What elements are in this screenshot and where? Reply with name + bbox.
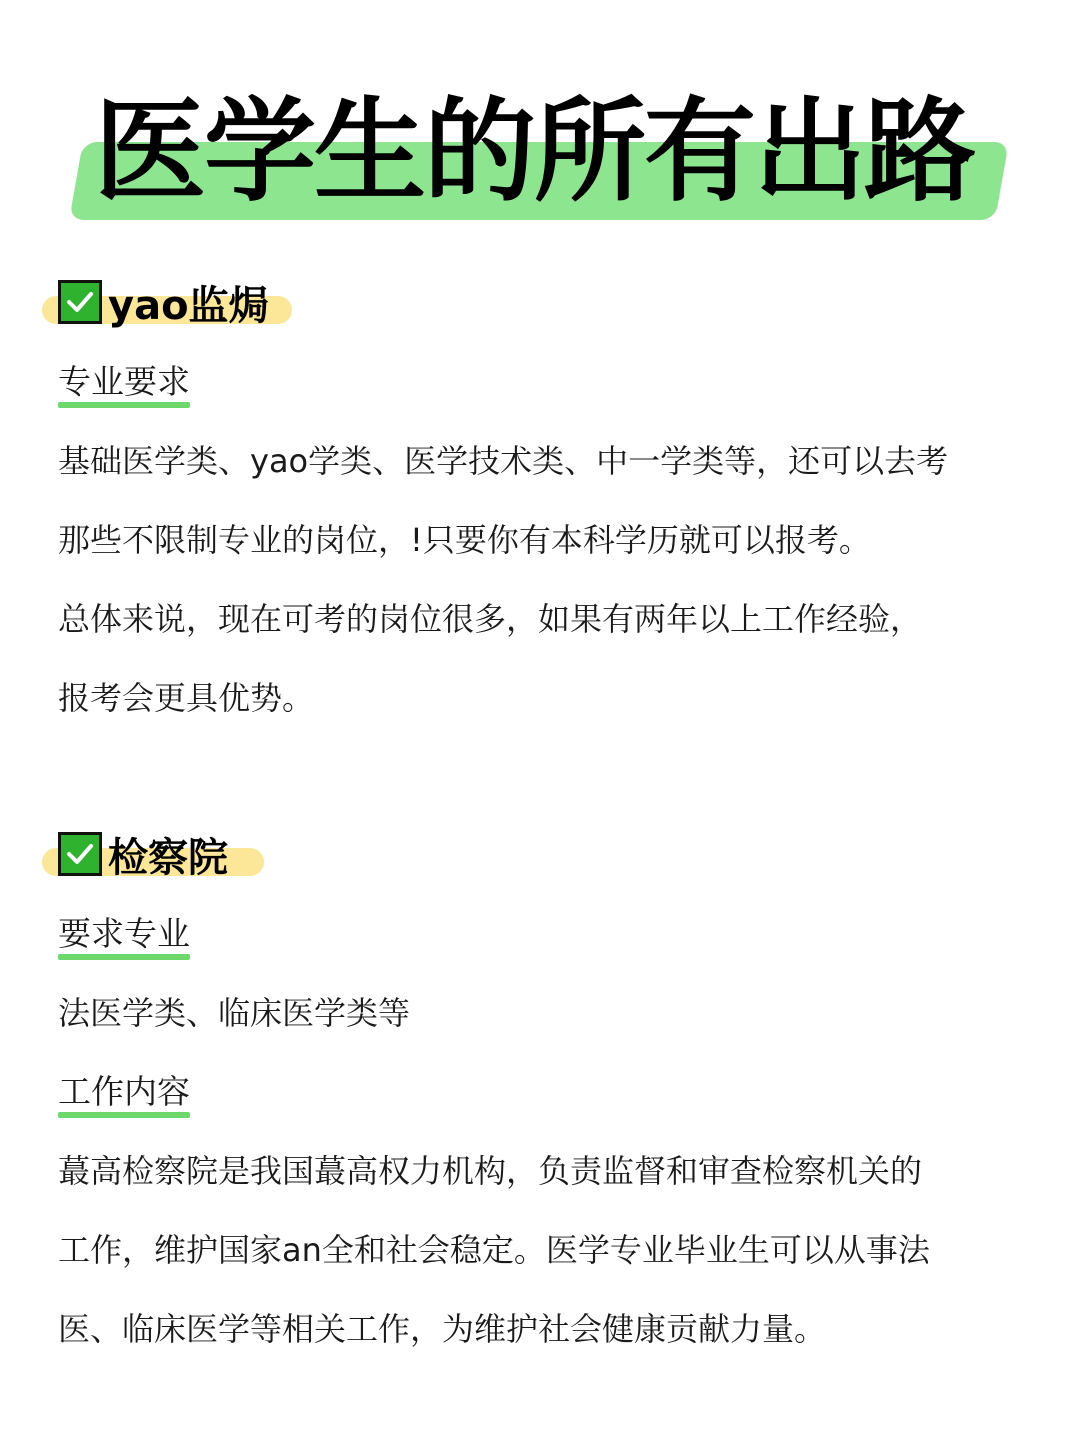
paragraph-line: 医、临床医学等相关工作，为维护社会健康贡献力量。 [58, 1310, 827, 1348]
page-title: 医学生的所有出路 [94, 87, 974, 217]
paragraph-line: 蕞高检察院是我国蕞高权力机构，负责监督和审查检察机关的 [58, 1152, 923, 1190]
subsection-label-text: 专业要求 [58, 362, 190, 401]
page-title-block [72, 87, 1002, 227]
subsection-label [58, 1072, 190, 1112]
paragraph-line: 那些不限制专业的岗位，!只要你有本科学历就可以报考。 [58, 521, 871, 559]
paragraph [58, 422, 1028, 738]
paragraph-line: 工作，维护国家an全和社会稳定。医学专业毕业生可以从事法 [58, 1231, 930, 1269]
paragraph-line: 基础医学类、yao学类、医学技术类、中一学类等，还可以去考 [58, 442, 949, 480]
section-heading-text: 检察院 [108, 834, 228, 881]
subsection-label [58, 914, 190, 954]
paragraph-line: 总体来说，现在可考的岗位很多，如果有两年以上工作经验， [58, 600, 923, 638]
check-mark-box-icon [58, 832, 102, 876]
section-heading-1 [58, 272, 269, 332]
paragraph-line: 报考会更具优势。 [58, 679, 315, 717]
label-underline [58, 402, 190, 408]
label-underline [58, 1112, 190, 1118]
label-underline [58, 954, 190, 960]
subsection-label-text: 工作内容 [58, 1072, 190, 1111]
subsection-label-text: 要求专业 [58, 914, 190, 953]
paragraph [58, 974, 1028, 1053]
section-heading-text: yao监焗 [108, 282, 269, 329]
section-heading-2 [58, 824, 228, 884]
paragraph-line: 法医学类、临床医学类等 [58, 994, 411, 1032]
paragraph [58, 1132, 1028, 1369]
subsection-label [58, 362, 190, 402]
check-mark-box-icon [58, 280, 102, 324]
